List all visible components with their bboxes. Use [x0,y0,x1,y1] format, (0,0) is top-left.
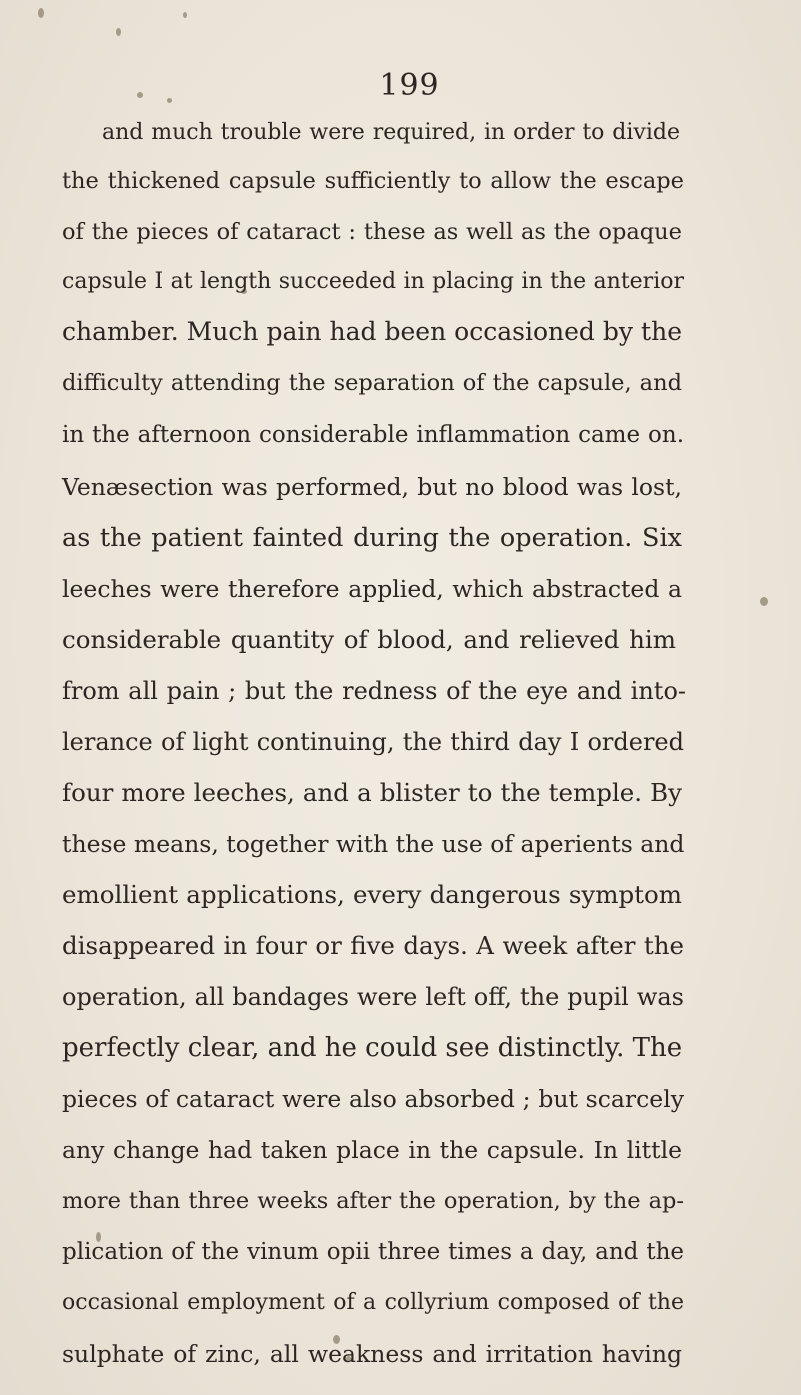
text-line: operation, all bandages were left off, the pupil was [62,983,684,1011]
page-number: 199 [379,68,440,103]
text-line: lerance of light continuing, the third day I ordered [62,728,684,756]
text-line: pieces of cataract were also absorbed ; but scarcely [62,1085,684,1113]
text-line: Venæsection was performed, but no blood was lost, [62,473,682,501]
paper-speck [183,12,187,18]
text-line: emollient applications, every dangerous symptom [62,880,682,909]
text-line: considerable quantity of blood, and relieved him [62,625,676,654]
text-line: of the pieces of cataract : these as well as the opaque [62,219,682,245]
text-line: occasional employment of a collyrium composed of the [62,1290,684,1315]
text-line: any change had taken place in the capsule. In little [62,1136,682,1164]
text-line: as the patient fainted during the operation. Six [62,523,682,553]
text-line: chamber. Much pain had been occasioned by the [62,317,682,346]
text-line: more than three weeks after the operation, by the ap- [62,1188,684,1214]
text-line: disappeared in four or five days. A week after the [62,931,684,960]
text-line: the thickened capsule sufficiently to allow the escape [62,168,684,194]
text-line: perfectly clear, and he could see distinctly. The [62,1033,683,1063]
text-line: these means, together with the use of aperients and [62,830,685,858]
text-line: in the afternoon considerable inflammation came on. [62,422,684,448]
text-line: and much trouble were required, in order to divide [102,120,680,145]
text-line: from all pain ; but the redness of the eye and into- [62,677,686,705]
text-line: difficulty attending the separation of the capsule, and [62,370,682,396]
text-line: four more leeches, and a blister to the temple. By [62,778,682,807]
text-line: capsule I at length succeeded in placing in the anterior [62,269,684,294]
paper-speck [116,28,121,36]
text-line: plication of the vinum opii three times a day, and the [62,1239,684,1265]
paper-speck [760,597,768,606]
text-line: sulphate of zinc, all weakness and irritation having [62,1340,682,1368]
paper-speck [38,8,44,18]
text-line: leeches were therefore applied, which abstracted a [62,575,682,603]
